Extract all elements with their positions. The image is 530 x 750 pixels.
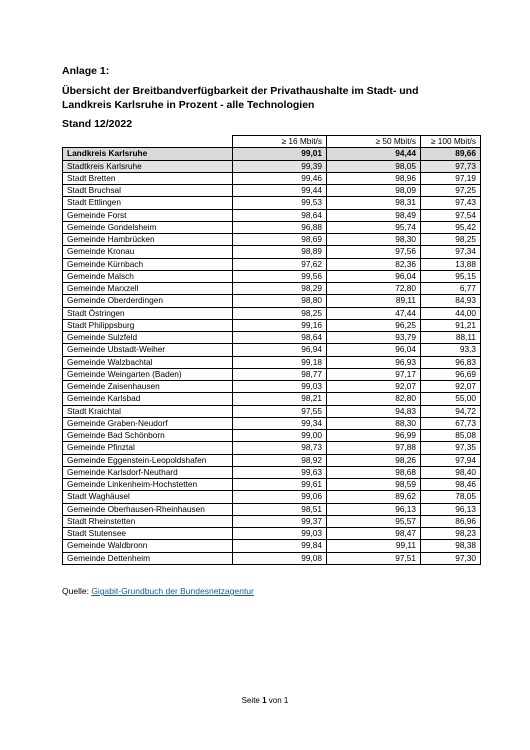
value-16: 99,37: [233, 515, 327, 527]
row-name: Stadt Bretten: [63, 172, 233, 184]
value-100: 55,00: [421, 393, 481, 405]
table-row: [63, 197, 481, 209]
row-name: Stadt Bruchsal: [63, 185, 233, 197]
table-row: [63, 295, 481, 307]
value-50: 96,04: [327, 270, 421, 282]
value-16: 99,84: [233, 540, 327, 552]
value-50: 98,68: [327, 466, 421, 478]
value-50: 89,11: [327, 295, 421, 307]
value-50: 96,13: [327, 503, 421, 515]
column-header-100: ≥ 100 Mbit/s: [421, 136, 481, 148]
table-row: [63, 356, 481, 368]
table-row: [63, 283, 481, 295]
value-50: 72,80: [327, 283, 421, 295]
value-50: 96,99: [327, 430, 421, 442]
value-100: 94,72: [421, 405, 481, 417]
value-100: 98,38: [421, 540, 481, 552]
value-50: 47,44: [327, 307, 421, 319]
value-16: 99,34: [233, 417, 327, 429]
value-50: 98,96: [327, 172, 421, 184]
table-row: [63, 515, 481, 527]
row-name: Gemeinde Hambrücken: [63, 234, 233, 246]
value-16: 99,00: [233, 430, 327, 442]
value-16: 99,63: [233, 466, 327, 478]
table-row: [63, 185, 481, 197]
value-16: 98,29: [233, 283, 327, 295]
page-prefix: Seite: [241, 696, 260, 705]
row-name: Gemeinde Walzbachtal: [63, 356, 233, 368]
value-50: 97,88: [327, 442, 421, 454]
value-16: 96,94: [233, 344, 327, 356]
table-body: [63, 148, 481, 565]
value-100: 97,73: [421, 160, 481, 172]
source-link[interactable]: Gigabit-Grundbuch der Bundesnetzagentur: [91, 586, 254, 596]
row-name: Gemeinde Kürnbach: [63, 258, 233, 270]
value-50: 98,31: [327, 197, 421, 209]
value-50: 98,49: [327, 209, 421, 221]
value-16: 99,61: [233, 479, 327, 491]
table-row: [63, 319, 481, 331]
table-row: [63, 234, 481, 246]
table-row: [63, 393, 481, 405]
row-name: Gemeinde Malsch: [63, 270, 233, 282]
table-row: [63, 221, 481, 233]
value-50: 88,30: [327, 417, 421, 429]
value-16: 99,53: [233, 197, 327, 209]
row-name: Gemeinde Ubstadt-Weiher: [63, 344, 233, 356]
value-16: 98,64: [233, 209, 327, 221]
row-name: Landkreis Karlsruhe: [63, 148, 233, 160]
value-100: 97,35: [421, 442, 481, 454]
value-16: 98,25: [233, 307, 327, 319]
value-100: 97,54: [421, 209, 481, 221]
value-50: 89,62: [327, 491, 421, 503]
table-row: [63, 160, 481, 172]
value-16: 96,88: [233, 221, 327, 233]
page-footer: [0, 696, 530, 705]
row-name: Gemeinde Eggenstein-Leopoldshafen: [63, 454, 233, 466]
column-header-50: ≥ 50 Mbit/s: [327, 136, 421, 148]
value-100: 97,30: [421, 552, 481, 564]
row-name: Gemeinde Graben-Neudorf: [63, 417, 233, 429]
value-16: 97,62: [233, 258, 327, 270]
value-100: 78,05: [421, 491, 481, 503]
row-name: Gemeinde Linkenheim-Hochstetten: [63, 479, 233, 491]
table-row: [63, 540, 481, 552]
broadband-table: [62, 135, 481, 565]
table-row: [63, 368, 481, 380]
value-100: 44,00: [421, 307, 481, 319]
value-16: 99,08: [233, 552, 327, 564]
table-row: [63, 258, 481, 270]
value-100: 95,15: [421, 270, 481, 282]
value-16: 99,03: [233, 528, 327, 540]
value-100: 97,25: [421, 185, 481, 197]
value-16: 97,55: [233, 405, 327, 417]
value-50: 98,30: [327, 234, 421, 246]
value-100: 86,96: [421, 515, 481, 527]
value-100: 98,46: [421, 479, 481, 491]
value-100: 96,13: [421, 503, 481, 515]
value-100: 84,93: [421, 295, 481, 307]
value-50: 96,93: [327, 356, 421, 368]
row-name: Stadt Rheinstetten: [63, 515, 233, 527]
table-row: [63, 332, 481, 344]
value-16: 99,44: [233, 185, 327, 197]
page-middle: von: [268, 696, 282, 705]
row-name: Gemeinde Sulzfeld: [63, 332, 233, 344]
value-100: 85,08: [421, 430, 481, 442]
source-note: [62, 586, 254, 596]
value-50: 97,51: [327, 552, 421, 564]
row-name: Stadt Kraichtal: [63, 405, 233, 417]
value-100: 98,23: [421, 528, 481, 540]
table-row: [63, 344, 481, 356]
table-row: [63, 430, 481, 442]
row-name: Gemeinde Gondelsheim: [63, 221, 233, 233]
value-16: 99,18: [233, 356, 327, 368]
value-100: 98,40: [421, 466, 481, 478]
row-name: Gemeinde Kronau: [63, 246, 233, 258]
table-row: [63, 528, 481, 540]
row-name: Gemeinde Weingarten (Baden): [63, 368, 233, 380]
value-50: 96,04: [327, 344, 421, 356]
value-50: 82,80: [327, 393, 421, 405]
value-50: 95,74: [327, 221, 421, 233]
value-50: 94,83: [327, 405, 421, 417]
value-100: 96,83: [421, 356, 481, 368]
value-100: 95,42: [421, 221, 481, 233]
document-title: Übersicht der Breitbandverfügbarkeit der Privathaushalte im Stadt- und Landkreis Karlsruhe in Prozent - alle Technologien: [62, 85, 419, 111]
value-50: 98,59: [327, 479, 421, 491]
value-50: 95,57: [327, 515, 421, 527]
table-row: [63, 209, 481, 221]
value-50: 97,17: [327, 368, 421, 380]
table-row: [63, 491, 481, 503]
row-name: Gemeinde Forst: [63, 209, 233, 221]
value-50: 98,09: [327, 185, 421, 197]
value-100: 98,25: [421, 234, 481, 246]
value-16: 99,56: [233, 270, 327, 282]
table-row: [63, 466, 481, 478]
value-16: 99,16: [233, 319, 327, 331]
value-50: 99,11: [327, 540, 421, 552]
table-row: [63, 246, 481, 258]
value-100: 88,11: [421, 332, 481, 344]
value-16: 98,64: [233, 332, 327, 344]
row-name: Gemeinde Bad Schönborn: [63, 430, 233, 442]
row-name: Gemeinde Karlsbad: [63, 393, 233, 405]
row-name: Stadtkreis Karlsruhe: [63, 160, 233, 172]
value-50: 94,44: [327, 148, 421, 160]
value-16: 98,21: [233, 393, 327, 405]
value-50: 93,79: [327, 332, 421, 344]
value-100: 97,43: [421, 197, 481, 209]
table-row: [63, 270, 481, 282]
table-row: [63, 442, 481, 454]
table-row: [63, 552, 481, 564]
table-row: [63, 479, 481, 491]
value-16: 99,46: [233, 172, 327, 184]
value-50: 92,07: [327, 381, 421, 393]
table-row: [63, 417, 481, 429]
value-100: 93,3: [421, 344, 481, 356]
row-name: Gemeinde Dettenheim: [63, 552, 233, 564]
value-16: 99,01: [233, 148, 327, 160]
value-16: 98,73: [233, 442, 327, 454]
table-row: [63, 172, 481, 184]
row-name: Gemeinde Pfinztal: [63, 442, 233, 454]
value-16: 98,92: [233, 454, 327, 466]
value-16: 98,77: [233, 368, 327, 380]
value-50: 96,25: [327, 319, 421, 331]
value-50: 82,36: [327, 258, 421, 270]
table-row: [63, 454, 481, 466]
page-total: 1: [283, 696, 289, 705]
value-100: 92,07: [421, 381, 481, 393]
table-row: [63, 405, 481, 417]
table-total-row: [63, 148, 481, 160]
value-100: 97,34: [421, 246, 481, 258]
row-name: Gemeinde Oberderdingen: [63, 295, 233, 307]
value-50: 98,26: [327, 454, 421, 466]
value-16: 98,80: [233, 295, 327, 307]
status-date: Stand 12/2022: [62, 118, 133, 130]
table-header-row: [63, 136, 481, 148]
table-row: [63, 307, 481, 319]
header-blank-cell: [63, 136, 233, 148]
value-100: 96,69: [421, 368, 481, 380]
source-label: Quelle:: [62, 586, 89, 596]
row-name: Stadt Waghäusel: [63, 491, 233, 503]
row-name: Stadt Ettlingen: [63, 197, 233, 209]
value-16: 98,69: [233, 234, 327, 246]
table-row: [63, 381, 481, 393]
row-name: Gemeinde Oberhausen-Rheinhausen: [63, 503, 233, 515]
value-100: 67,73: [421, 417, 481, 429]
value-16: 99,39: [233, 160, 327, 172]
row-name: Stadt Östringen: [63, 307, 233, 319]
value-16: 98,89: [233, 246, 327, 258]
value-50: 98,47: [327, 528, 421, 540]
row-name: Gemeinde Waldbronn: [63, 540, 233, 552]
value-50: 98,05: [327, 160, 421, 172]
value-16: 99,06: [233, 491, 327, 503]
row-name: Stadt Philippsburg: [63, 319, 233, 331]
value-16: 98,51: [233, 503, 327, 515]
value-100: 91,21: [421, 319, 481, 331]
value-100: 97,94: [421, 454, 481, 466]
row-name: Gemeinde Karlsdorf-Neuthard: [63, 466, 233, 478]
value-100: 89,66: [421, 148, 481, 160]
value-100: 97,19: [421, 172, 481, 184]
row-name: Gemeinde Marxzell: [63, 283, 233, 295]
value-100: 6,77: [421, 283, 481, 295]
value-16: 99,03: [233, 381, 327, 393]
annex-label: Anlage 1:: [62, 65, 110, 77]
column-header-16: ≥ 16 Mbit/s: [233, 136, 327, 148]
row-name: Stadt Stutensee: [63, 528, 233, 540]
value-50: 97,56: [327, 246, 421, 258]
table-row: [63, 503, 481, 515]
row-name: Gemeinde Zaisenhausen: [63, 381, 233, 393]
page-number: 1: [262, 696, 267, 705]
value-100: 13,88: [421, 258, 481, 270]
